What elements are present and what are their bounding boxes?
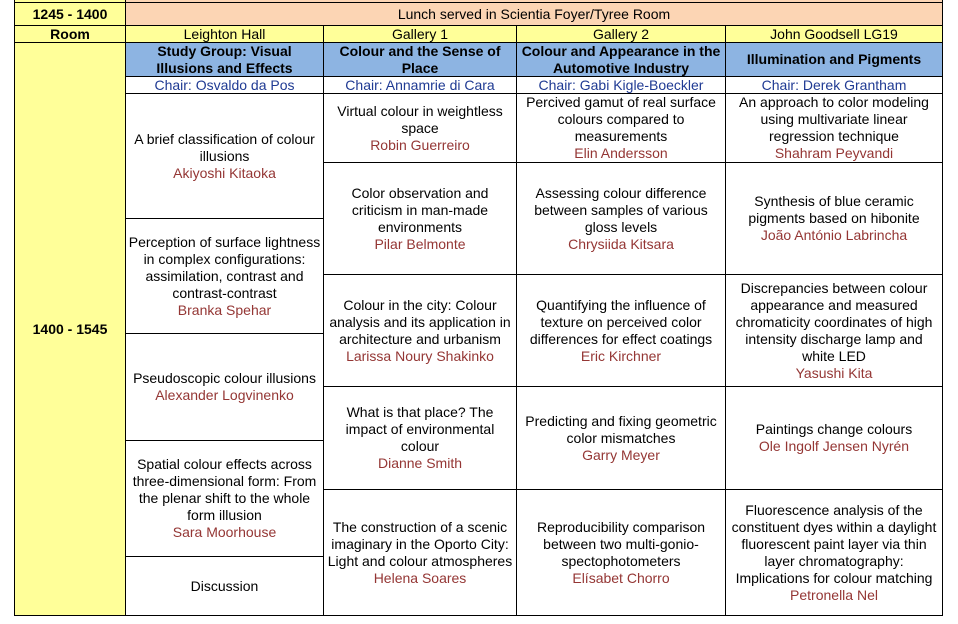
- talk-cell: [725, 274, 943, 387]
- talk-cell: [323, 274, 517, 387]
- room-john-goodsell: John Goodsell LG19: [725, 25, 943, 43]
- talk-title: Fluorescence analysis of the constituent dyes within a daylight fluorescent paint layer via thin layer chromatography: Implications for colour matching: [731, 501, 937, 586]
- room-label: Room: [14, 25, 126, 43]
- talk-title: Synthesis of blue ceramic pigments based on hibonite: [748, 193, 920, 226]
- session-time: 1400 - 1545: [14, 42, 126, 616]
- talk-title: Pseudoscopic colour illusions: [133, 370, 316, 386]
- talk-title: Assessing colour difference between samples of various gloss levels: [534, 184, 708, 235]
- talk-cell: [323, 162, 517, 275]
- talk-author: Petronella Nel: [790, 586, 878, 603]
- talk-cell: [516, 489, 726, 616]
- talk-cell: [725, 93, 943, 163]
- session-chair-4: Chair: Derek Grantham: [725, 76, 943, 94]
- talk-title: Reproducibility comparison between two multi-gonio-spectophotometers: [536, 518, 706, 569]
- talk-title: Virtual colour in weightless space: [337, 102, 503, 136]
- session-chair-3: Chair: Gabi Kigle-Boeckler: [516, 76, 726, 94]
- talk-author: Helena Soares: [373, 569, 467, 586]
- talk-author: Sara Moorhouse: [172, 524, 277, 540]
- talk-title: The construction of a scenic imaginary in the Oporto City: Light and colour atmospheres: [327, 518, 513, 569]
- talk-author: Alexander Logvinenko: [155, 387, 294, 403]
- talk-title: Percived gamut of real surface colours compared to measurements: [526, 94, 716, 144]
- talk-cell: [125, 333, 324, 441]
- talk-title: Perception of surface lightness in complex configurations: assimilation, contrast and contrast-contrast: [128, 233, 321, 301]
- talk-author: Ole Ingolf Jensen Nyrén: [758, 438, 910, 454]
- session-chair-1: Chair: Osvaldo da Pos: [125, 76, 324, 94]
- talk-cell: [725, 162, 943, 275]
- talk-author: Chrysiida Kitsara: [568, 235, 674, 252]
- talk-author: Pilar Belmonte: [374, 235, 466, 252]
- talk-cell: [725, 386, 943, 490]
- lunch-banner: Lunch served in Scientia Foyer/Tyree Room: [125, 2, 943, 26]
- talk-cell: [323, 93, 517, 163]
- talk-cell: [323, 386, 517, 490]
- lunch-time: 1245 - 1400: [14, 2, 126, 26]
- talk-cell: [125, 440, 324, 557]
- talk-title: Predicting and fixing geometric color mismatches: [525, 412, 717, 446]
- session-title-1: Study Group: Visual Illusions and Effects: [125, 42, 324, 77]
- room-gallery-2: Gallery 2: [516, 25, 726, 43]
- talk-cell: [516, 386, 726, 490]
- room-gallery-1: Gallery 1: [323, 25, 517, 43]
- talk-author: Larissa Noury Shakinko: [346, 347, 494, 364]
- talk-title: Color observation and criticism in man-made environments: [351, 184, 489, 235]
- talk-cell: [516, 274, 726, 387]
- talk-cell: [125, 218, 324, 334]
- talk-cell: [516, 93, 726, 163]
- session-title-2: Colour and the Sense of Place: [323, 42, 517, 77]
- talk-title: An approach to color modeling using multivariate linear regression technique: [739, 94, 929, 144]
- session-title-3: Colour and Appearance in the Automotive Industry: [516, 42, 726, 77]
- talk-title: Paintings change colours: [755, 421, 913, 437]
- discussion-cell: [125, 556, 324, 616]
- talk-title: Colour in the city: Colour analysis and its application in architecture and urbanism: [329, 296, 511, 347]
- talk-author: Shahram Peyvandi: [774, 145, 894, 161]
- talk-author: Akiyoshi Kitaoka: [173, 164, 276, 181]
- session-title-4: Illumination and Pigments: [725, 42, 943, 77]
- talk-title: Discussion: [190, 577, 259, 594]
- talk-author: Dianne Smith: [377, 455, 463, 471]
- room-leighton-hall: Leighton Hall: [125, 25, 324, 43]
- talk-author: Branka Spehar: [177, 301, 272, 318]
- talk-author: Elin Andersson: [574, 145, 668, 161]
- talk-title: A brief classification of colour illusions: [134, 130, 315, 164]
- talk-cell: [125, 93, 324, 219]
- talk-cell: [323, 489, 517, 616]
- talk-cell: [516, 162, 726, 275]
- talk-author: Elísabet Chorro: [572, 569, 670, 586]
- talk-title: Discrepancies between colour appearance and measured chromaticity coordinates of high intensity discharge lamp and white LED: [735, 279, 933, 364]
- session-chair-2: Chair: Annamrie di Cara: [323, 76, 517, 94]
- talk-title: Quantifying the influence of texture on perceived color differences for effect coatings: [529, 296, 713, 347]
- talk-author: Eric Kirchner: [580, 347, 662, 364]
- talk-title: Spatial colour effects across three-dimensional form: From the plenar shift to the whole form illusion: [132, 456, 317, 523]
- talk-author: Robin Guerreiro: [370, 136, 470, 153]
- talk-author: Yasushi Kita: [795, 364, 873, 381]
- talk-cell: [725, 489, 943, 616]
- talk-title: What is that place? The impact of environmental colour: [345, 404, 495, 454]
- talk-author: João António Labrincha: [760, 227, 908, 243]
- talk-author: Garry Meyer: [582, 446, 660, 463]
